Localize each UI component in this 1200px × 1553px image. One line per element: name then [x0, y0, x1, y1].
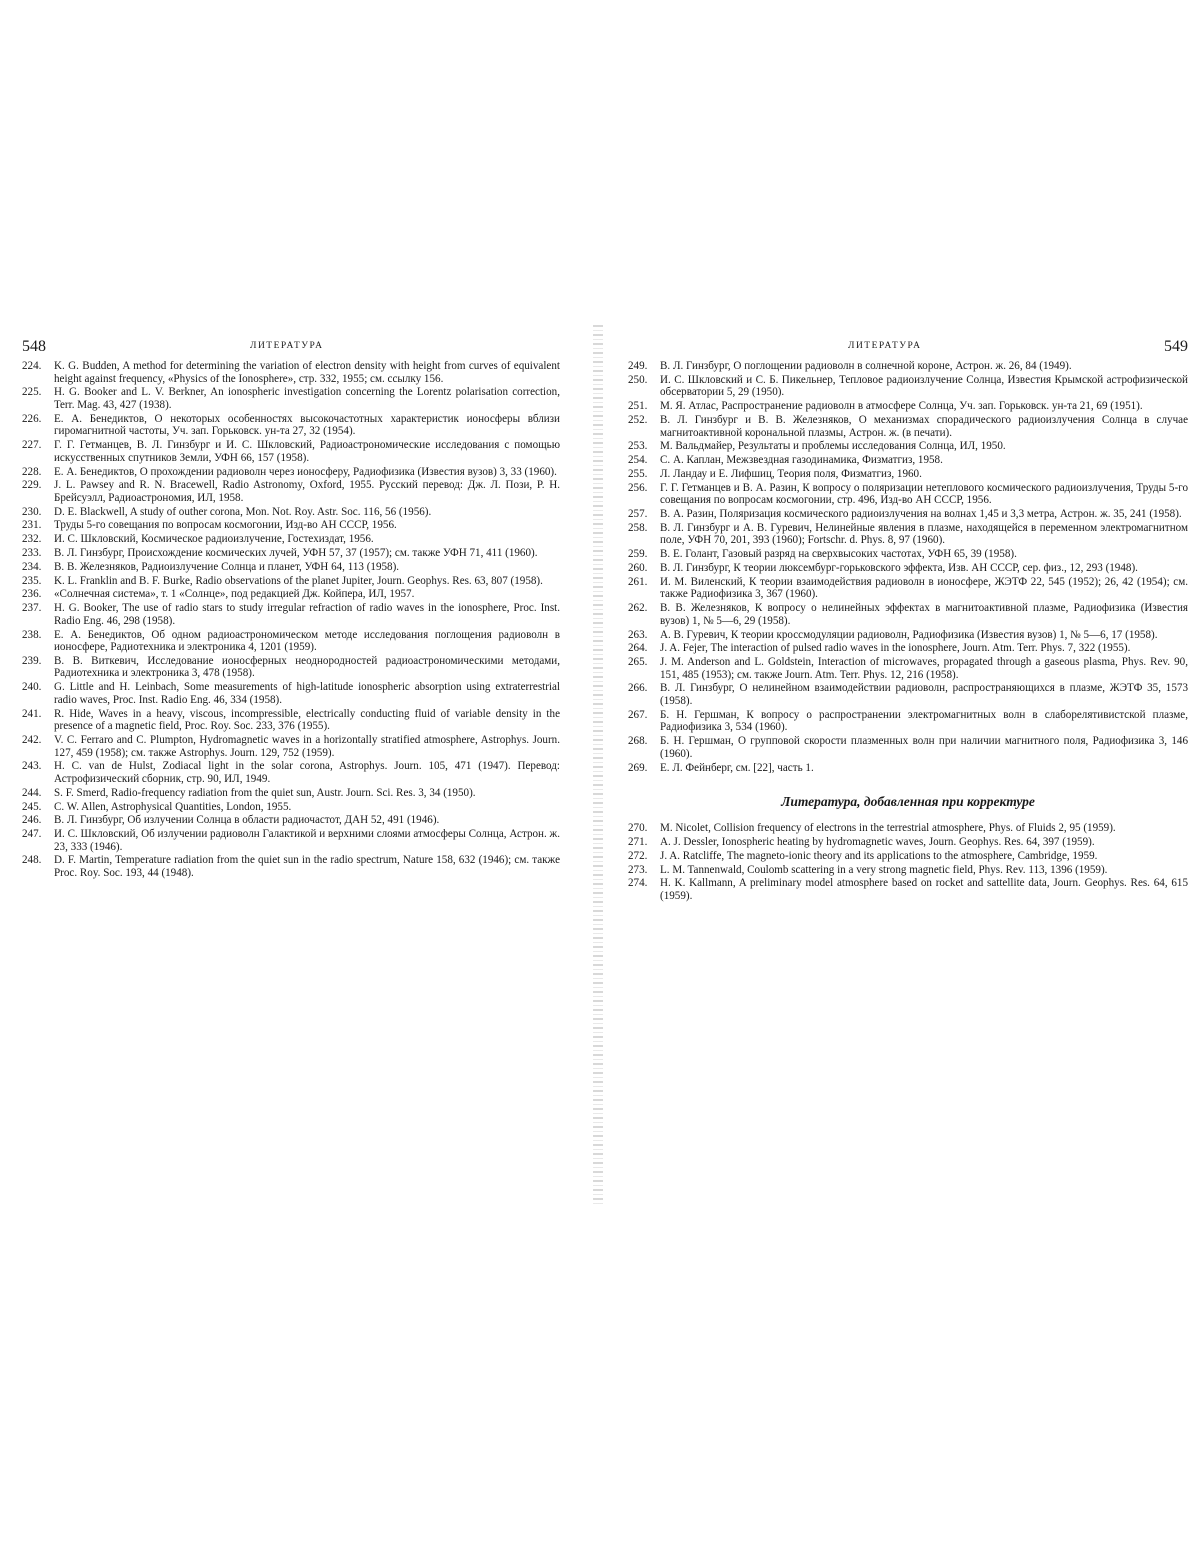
- reference-text: В. В. Железняков, Радиоизлучение Солнца и планет, УФН 64, 113 (1958).: [54, 560, 400, 573]
- reference-text: Е. А. Бенедиктов, Об одном радиоастрономическом методе исследования поглощения радиоволн в ионосфере, Радиотехника и электроника 4, 1201 (1959).: [54, 628, 560, 654]
- reference-text: В. Л. Гинзбург и В. В. Железняков, О механизмах спорадического радиоизлучения Солнца в случае магнитоактивной корональной плазмы, Астрон. ж. (в печати).: [660, 413, 1188, 439]
- reference-text: Л. Ландау и Е. Лифшиц, Теория поля, Физматгиз, 1960.: [660, 467, 922, 480]
- reference-number: 248.: [22, 854, 42, 867]
- reference-text: J. A. Fejer, The interaction of pulsed radio waves in the ionosphere, Journ. Atm. Terr. Phys. 7, 322 (1955).: [660, 642, 1131, 655]
- reference-text: В. В. Железняков, К вопросу о нелинейных эффектах в магнитоактивной плазме, Радиофизика (Известия вузов) 1, № 5—6, 29 (1958).: [660, 602, 1188, 627]
- reference-entry: [628, 629, 1188, 642]
- reference-entry: [22, 547, 560, 560]
- reference-number: 257.: [628, 508, 648, 521]
- reference-text: В. Е. Голант, Газовый разряд на сверхвысоких частотах, УФН 65, 39 (1958).: [660, 548, 1017, 561]
- reference-number: 243.: [22, 760, 42, 773]
- reference-entry: [22, 708, 560, 733]
- reference-text: H. K. Kallmann, A preliminary model atmosphere based on rocket and sattellite data, Journ. Geophys. Res. 64, 615 (1959).: [660, 877, 1188, 902]
- reference-number: 225.: [22, 386, 42, 399]
- reference-text: И. С. Шкловский и С. Б. Пикельнер, Тепловое радиоизлучение Солнца, Известия Крымской астрофизической обсерватории 5, 29 (1950).: [660, 373, 1188, 399]
- reference-text: Б. Н. Гершман, О групповой скорости плазменных волн при наличии магнитного поля, Радиофизика 3, 146 (1960).: [660, 735, 1188, 760]
- reference-number: 247.: [22, 828, 42, 841]
- reference-number: 230.: [22, 505, 42, 518]
- reference-entry: [628, 482, 1188, 507]
- reference-text: В. В. Виткевич, Исследование ионосферных неоднородностей радиоастрономическими методами, Радиотехника и электроника 3, 478 (1958).: [54, 654, 560, 680]
- reference-entry: [628, 400, 1188, 413]
- reference-text: И. М. Виленский, К теории взаимодействия радиоволн в ионосфере, ЖЭТФ 22, 545 (1952); 26, 42 (1954); см. также Радиофизика 3, 367 (1960).: [660, 575, 1188, 601]
- reference-text: М. Вальдмайер, Результаты и проблемы исследования Солнца, ИЛ, 1950.: [660, 440, 1006, 453]
- right-page: [628, 338, 1188, 904]
- reference-text: А. В. Гуревич, К теории кроссмодуляции радиоволн, Радиофизика (Известия вузов) 1, № 5—6, 17 (1958).: [660, 628, 1158, 641]
- reference-entry: [22, 787, 560, 800]
- reference-entry: [22, 561, 560, 574]
- reference-entry: [628, 548, 1188, 561]
- reference-number: 252.: [628, 413, 648, 426]
- reference-text: J. A. Ratcliffe, The magneto-ionic theory and its applications to the atmosphere, Cambridge, 1959.: [660, 849, 1098, 862]
- left-reference-list: [22, 360, 560, 880]
- reference-entry: [628, 822, 1188, 835]
- reference-number: 270.: [628, 822, 648, 835]
- reference-entry: [628, 360, 1188, 373]
- reference-text: R. Hide, Waves in a heavy, viscous, incompressible, electrically conducting fluid of variable density in the presence of a magnetic field, Proc. Roy. Soc. 233, 376 (1955).: [54, 707, 560, 733]
- reference-text: D. E. Blackwell, A study of outher corona, Mon. Not. Roy. Astr. Soc. 116, 56 (1956).: [54, 505, 432, 518]
- reference-text: Труды 5-го совещания по вопросам космогонии, Изд-во АН СССР, 1956.: [54, 519, 397, 532]
- reference-number: 240.: [22, 681, 42, 694]
- reference-number: 267.: [628, 708, 648, 721]
- reference-number: 272.: [628, 849, 648, 862]
- reference-text: J. L. Pawsey and R. N. Bracewell, Radio Astronomy, Oxford, 1955. Русский перевод: Дж. Л. Пози, Р. Н. Брейсуэлл, Радиоастрономия, ИЛ, 1958.: [54, 479, 560, 504]
- reference-number: 271.: [628, 835, 648, 848]
- reference-number: 244.: [22, 786, 42, 799]
- reference-number: 229.: [22, 479, 42, 492]
- reference-entry: [22, 629, 560, 654]
- right-running-head: [628, 338, 1188, 360]
- reference-text: В. А. Разин, Поляризация космического радиоизлучения на волнах 1,45 и 3,3 метра, Астрон. ж. 35, 241 (1958).: [660, 508, 1182, 521]
- reference-text: V. C. Ferraro and C. Plumpton, Hydromagnetic waves in a horizontally stratified atmosphere, Astrophys. Journ. 127, 459 (1958); см. также Astrophys. Journ. 129, 752 (1959).: [54, 734, 560, 759]
- reference-entry: [628, 602, 1188, 627]
- right-page-number: 549: [1164, 338, 1188, 355]
- reference-text: Г. Г. Гетманцев, В. Л. Гинзбург и И. С. Шкловский, Радиоастрономические исследования с помощью искусственных спутников Земли, УФН 66, 157 (1958).: [54, 439, 560, 464]
- reference-text: H. G. Booker and L. V. Berkner, An ionospheric investigation concerning the Lorentz polarisation correction, Terr. Mag. 43, 427 (1938).: [54, 386, 560, 411]
- reference-text: И. С. Шкловский, Космическое радиоизлучение, Гостехиздат, 1956.: [54, 533, 374, 546]
- reference-text: A. J. Dessler, Ionospheric heating by hydromagnetic waves, Journ. Geophys. Res. 64, 397 (1959).: [660, 835, 1095, 848]
- reference-entry: [628, 468, 1188, 481]
- reference-entry: [628, 762, 1188, 775]
- reference-entry: [628, 508, 1188, 521]
- reference-number: 258.: [628, 521, 648, 534]
- reference-number: 263.: [628, 628, 648, 641]
- reference-number: 228.: [22, 465, 42, 478]
- reference-number: 237.: [22, 602, 42, 615]
- right-running-title: ЛИТЕРАТУРА: [848, 341, 922, 351]
- reference-number: 236.: [22, 588, 42, 601]
- reference-entry: [628, 576, 1188, 601]
- reference-number: 241.: [22, 707, 42, 720]
- reference-text: D. F. Martin, Temperature radiation from the quiet sun in the radio spectrum, Nature 158, 632 (1946); см. также Proc. Roy. Soc. 193, 44 (1948).: [54, 854, 560, 880]
- reference-entry: [22, 801, 560, 814]
- reference-number: 231.: [22, 519, 42, 532]
- reference-entry: [22, 602, 560, 627]
- reference-text: Е. А. Бенедиктов, О прохождении радиоволн через ионосферу, Радиофизика (Известия вузов) 3, 33 (1960).: [54, 465, 557, 478]
- reference-text: В. Л. Гинзбург, О поглощении радиоволн в солнечной короне, Астрон. ж. 26, 84 (1949).: [660, 360, 1072, 372]
- reference-number: 273.: [628, 863, 648, 876]
- reference-text: Е. А. Бенедиктов, О некоторых особенностях высокочастотных характеристик ионосферы вблизи гиромагнитной частоты, Уч. зап. Горьковск. ун-та 27, 32 (1954).: [54, 412, 560, 438]
- reference-number: 232.: [22, 533, 42, 546]
- reference-entry: [22, 575, 560, 588]
- book-gutter: [593, 325, 603, 1205]
- left-page: [22, 338, 560, 881]
- reference-number: 260.: [628, 561, 648, 574]
- reference-number: 254.: [628, 454, 648, 467]
- reference-number: 242.: [22, 734, 42, 746]
- reference-text: G. Little and H. Leinbach, Some measurements of high-latitude ionospheric absorption using extraterrestrial radio waves, Proc. Inst. Radio Eng. 46, 334 (1958).: [54, 681, 560, 706]
- reference-number: 250.: [628, 373, 648, 386]
- reference-number: 235.: [22, 574, 42, 587]
- reference-number: 249.: [628, 360, 648, 372]
- reference-entry: [22, 681, 560, 706]
- reference-entry: [22, 814, 560, 827]
- reference-text: М. Я. Атлас, Распространение радиоволн в атмосфере Солнца, Уч. зап. Горьковск. ун-та 21, 69 (1951).: [660, 400, 1143, 413]
- reference-text: Г. Г. Гетманцев и В. А. Разин, К вопросу о поляризации нетеплового космического радиоизлучения, Труды 5-го совещания по вопросам космогонии, стр. 496, Изд-во АН СССР, 1956.: [660, 481, 1188, 507]
- reference-entry: [628, 656, 1188, 681]
- reference-number: 256.: [628, 481, 648, 494]
- reference-text: K. G. Budden, A method for determining the variation of electron density with height from curves of equivalent height against frequency, «Physics of the Ionosphere», стр. 332, 1955; см. ссылку 156.: [54, 360, 560, 385]
- reference-number: 251.: [628, 400, 648, 413]
- reference-text: В. Л. Гинзбург, Об излучении Солнца в области радиочастот, ДАН 52, 491 (1946).: [54, 814, 440, 827]
- reference-entry: [628, 522, 1188, 547]
- reference-number: 238.: [22, 628, 42, 641]
- reference-number: 226.: [22, 412, 42, 425]
- reference-entry: [22, 760, 560, 785]
- reference-number: 274.: [628, 877, 648, 890]
- reference-entry: [628, 877, 1188, 902]
- reference-number: 264.: [628, 642, 648, 655]
- reference-number: 265.: [628, 656, 648, 669]
- reference-entry: [628, 642, 1188, 655]
- reference-entry: [628, 562, 1188, 575]
- reference-text: «Солнечная система», т. 1 «Солнце», под редакцией Дж. Койпера, ИЛ, 1957.: [54, 588, 415, 601]
- reference-text: H. C. van de Hulst, Zodiacal light in the solar corona, Astrophys. Journ. 105, 471 (1947). Перевод: Астрофизический сборник, стр. 90, ИЛ, 1949.: [54, 760, 560, 785]
- reference-number: 246.: [22, 814, 42, 827]
- reference-entry: [22, 413, 560, 438]
- left-running-title: ЛИТЕРАТУРА: [250, 341, 324, 351]
- reference-text: S. F. Smerd, Radio-frequency radiation from the quiet sun, Austr. Journ. Sci. Res. 3, 34 (1950).: [54, 786, 476, 799]
- reference-text: С. А. Каплан, Межзвездная газодинамика, Физматгиз, 1958.: [660, 454, 943, 467]
- left-page-number: 548: [22, 338, 46, 355]
- left-running-head: [22, 338, 560, 360]
- reference-text: K. L. Franklin and B. F. Burke, Radio observations of the planet Jupiter, Journ. Geophys. Res. 63, 807 (1958).: [54, 574, 543, 587]
- reference-text: Е. Л. Фейнберг, см. [22], часть 1.: [660, 761, 814, 774]
- reference-text: L. M. Tannenwald, Coulomb scattering in a very strong magnetic field, Phys. Rev. 113, 1396 (1959).: [660, 863, 1108, 876]
- reference-entry: [628, 414, 1188, 439]
- reference-entry: [22, 828, 560, 853]
- reference-entry: [628, 735, 1188, 760]
- reference-number: 261.: [628, 575, 648, 588]
- reference-number: 253.: [628, 440, 648, 453]
- reference-number: 233.: [22, 547, 42, 559]
- addendum-title: Литература, добавленная при корректуре: [781, 794, 1035, 810]
- reference-text: H. G. Booker, The use of radio stars to study irregular refraction of radio waves in the ionosphere, Proc. Inst. Radio Eng. 46, 298 (1958).: [54, 602, 560, 627]
- reference-number: 255.: [628, 467, 648, 480]
- reference-text: В. Л. Гинзбург и А. В. Гуревич, Нелинейные явления в плазме, находящейся в переменном электромагнитном поле, УФН 70, 201, 393 (1960); Fortschr. d. Phys. 8, 97 (1960).: [660, 521, 1188, 547]
- reference-number: 269.: [628, 761, 648, 774]
- reference-entry: [628, 374, 1188, 399]
- reference-number: 259.: [628, 548, 648, 561]
- reference-entry: [22, 588, 560, 601]
- reference-entry: [22, 519, 560, 532]
- reference-entry: [628, 682, 1188, 707]
- reference-number: 239.: [22, 654, 42, 667]
- reference-entry: [22, 854, 560, 879]
- reference-number: 266.: [628, 682, 648, 695]
- reference-text: И. С. Шкловский, Об излучении радиоволн Галактикой и верхними слоями атмосферы Солнца, Астрон. ж. 23, 333 (1946).: [54, 828, 560, 853]
- addendum-reference-list: [628, 822, 1188, 902]
- right-reference-list: [628, 360, 1188, 774]
- reference-entry: [628, 850, 1188, 863]
- reference-number: 227.: [22, 439, 42, 452]
- reference-entry: [628, 864, 1188, 877]
- reference-entry: [22, 655, 560, 680]
- reference-entry: [22, 506, 560, 519]
- reference-entry: [22, 360, 560, 385]
- reference-entry: [22, 466, 560, 479]
- reference-number: 262.: [628, 602, 648, 615]
- reference-entry: [22, 734, 560, 759]
- reference-entry: [22, 479, 560, 504]
- reference-text: M. Nicolet, Collision frequency of electrons in the terrestrial atmosphere, Phys. of Fluids 2, 95 (1959).: [660, 822, 1116, 835]
- reference-number: 268.: [628, 735, 648, 748]
- reference-text: Б. Н. Гершман, К вопросу о распространении электромагнитных волн в слаборелятивистской плазме, Радиофизика 3, 534 (1960).: [660, 708, 1188, 734]
- reference-number: 234.: [22, 560, 42, 573]
- reference-text: В. Л. Гинзбург, К теории люксембург-горьковского эффекта, Изв. АН СССР, сер. физ., 12, 293 (1948).: [660, 561, 1138, 574]
- reference-text: В. Л. Гинзбург, О нелинейном взаимодействии радиоволн, распространяющихся в плазме, ЖЭТФ 35, 1573 (1958).: [660, 682, 1188, 708]
- reference-number: 245.: [22, 800, 42, 813]
- reference-text: В. Л. Гинзбург, Происхождение космических лучей, УФН 57, 37 (1957); см. также УФН 71, 411 (1960).: [54, 547, 538, 559]
- reference-entry: [628, 440, 1188, 453]
- reference-entry: [628, 454, 1188, 467]
- reference-entry: [22, 439, 560, 464]
- reference-entry: [628, 836, 1188, 849]
- reference-text: C. W. Allen, Astrophysical Quantities, London, 1955.: [54, 800, 292, 813]
- reference-entry: [628, 709, 1188, 734]
- reference-number: 224.: [22, 360, 42, 372]
- reference-entry: [22, 533, 560, 546]
- reference-entry: [22, 386, 560, 411]
- reference-text: J. M. Anderson and L. Goldstein, Interaction of microwaves, propagated through a gaseous plasma, Phys. Rev. 90, 151, 485 (1953); см. также Journ. Atm. Terr. Phys. 12, 216 (1958).: [660, 656, 1188, 681]
